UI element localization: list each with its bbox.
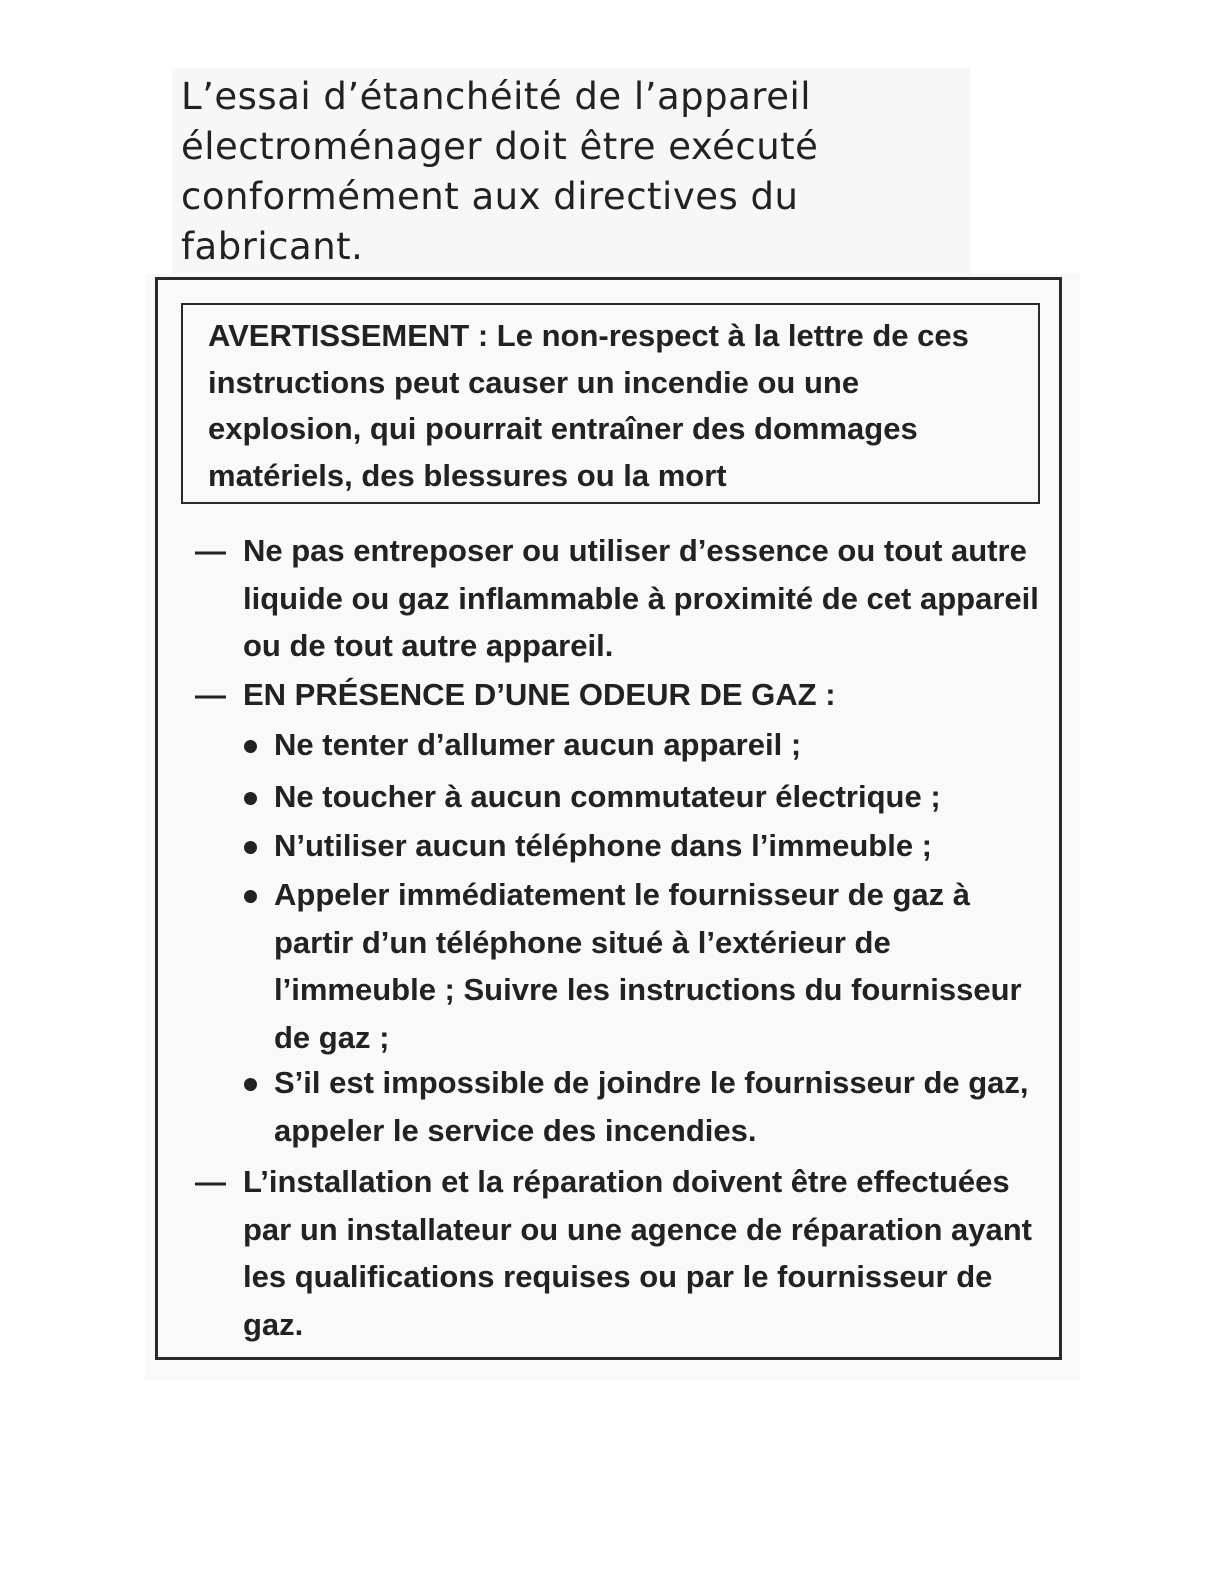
gas-odor-bullet: Ne toucher à aucun commutateur électrique ; (274, 779, 941, 814)
bullet-marker (244, 890, 257, 903)
bullet-marker (244, 1078, 257, 1091)
dash-marker: — (195, 677, 226, 712)
warning-text: AVERTISSEMENT : Le non-respect à la lettre de ces instructions peut causer un incendie ou une explosion, qui pourrait entraîner des dommages matériels, des blessures ou la mort (208, 318, 969, 493)
intro-paragraph: L’essai d’étanchéité de l’appareil électroménager doit être exécuté conformément aux directives du fabricant. (181, 75, 819, 268)
bullet-marker (244, 841, 257, 854)
bullet-marker (244, 792, 257, 805)
storage-instruction: Ne pas entreposer ou utiliser d’essence ou tout autre liquide ou gaz inflammable à proximité de cet appareil ou de tout autre appareil. (243, 533, 1039, 663)
installation-instruction: L’installation et la réparation doivent être effectuées par un installateur ou une agence de réparation ayant les qualifications requises ou par le fournisseur de gaz. (243, 1164, 1032, 1342)
gas-odor-bullet: Appeler immédiatement le fournisseur de gaz à partir d’un téléphone situé à l’extérieur de l’immeuble ; Suivre les instructions du fournisseur de gaz ; (274, 877, 1022, 1055)
dash-marker: — (195, 1164, 226, 1199)
dash-marker: — (195, 533, 226, 568)
gas-odor-bullet: S’il est impossible de joindre le fournisseur de gaz, appeler le service des incendies. (274, 1065, 1029, 1148)
gas-odor-bullet: N’utiliser aucun téléphone dans l’immeuble ; (274, 828, 933, 863)
gas-odor-bullet: Ne tenter d’allumer aucun appareil ; (274, 727, 802, 762)
gas-odor-heading: EN PRÉSENCE D’UNE ODEUR DE GAZ : (243, 677, 836, 712)
bullet-marker (244, 740, 257, 753)
